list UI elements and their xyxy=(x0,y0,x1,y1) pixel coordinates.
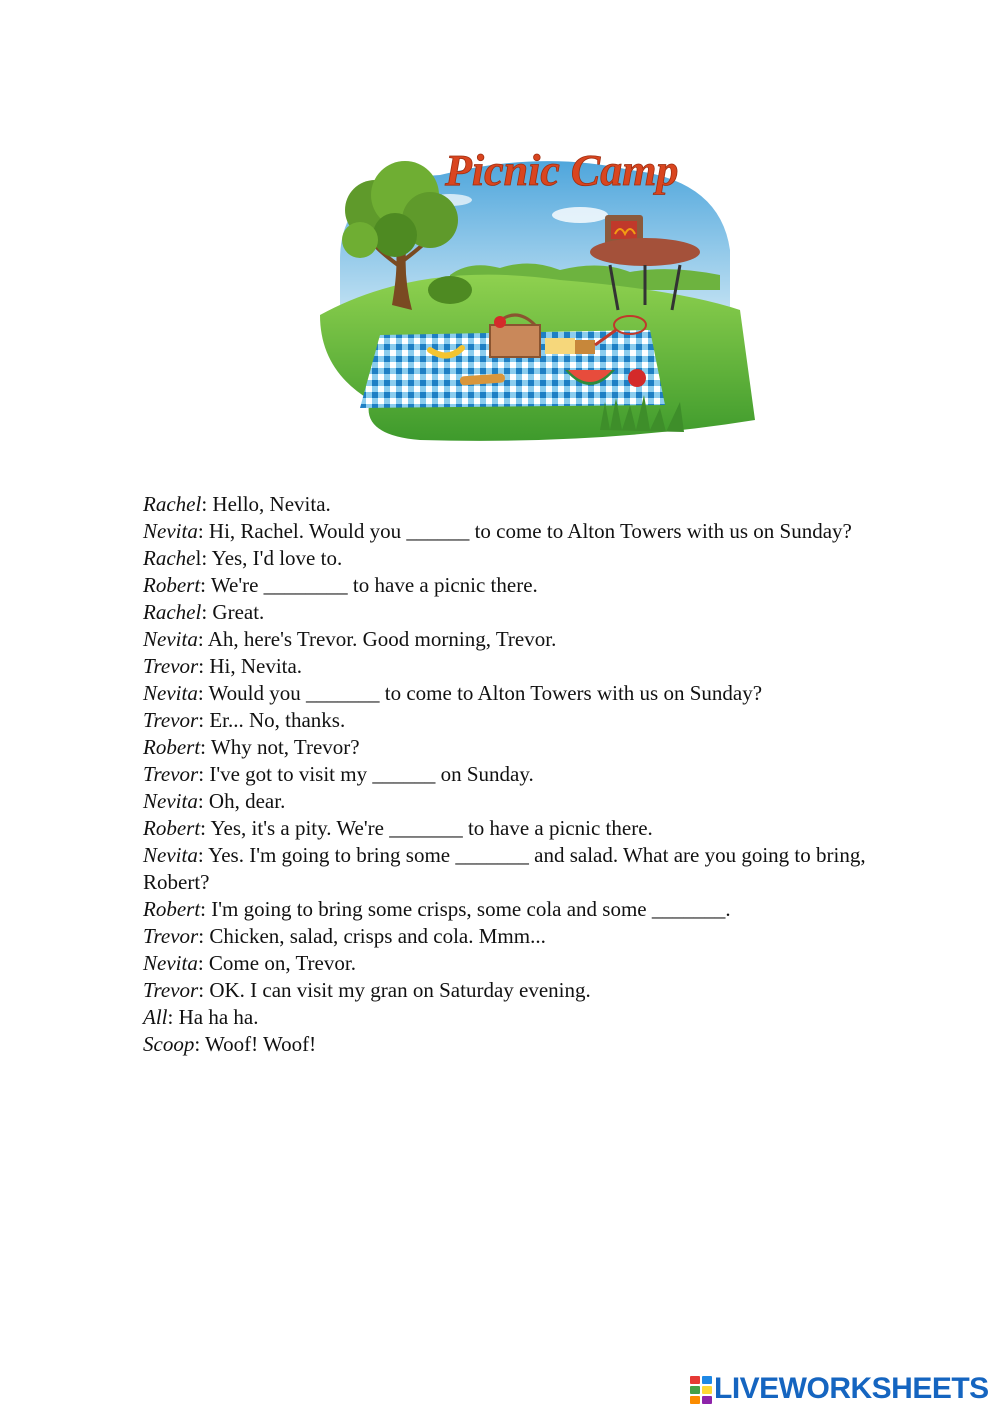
speaker-name: Robert xyxy=(143,897,201,921)
speaker-name: Robert xyxy=(143,735,201,759)
speaker-separator: : xyxy=(167,1005,179,1029)
speaker-separator: : xyxy=(200,816,211,840)
line-text: Why not, Trevor? xyxy=(210,735,360,759)
speaker-separator: : xyxy=(200,897,212,921)
line-text: Would you _______ to come to Alton Towers with us on Sunday? xyxy=(208,681,763,705)
picnic-camp-title: Picnic Camp xyxy=(445,146,679,195)
speaker-separator: : xyxy=(197,789,209,813)
speaker-separator: : xyxy=(197,519,209,543)
line-text: I've got to visit my ______ on Sunday. xyxy=(209,762,534,786)
line-text: Chicken, salad, crisps and cola. Mmm... xyxy=(209,924,546,948)
speaker-name: Trevor xyxy=(143,924,199,948)
dialogue-line xyxy=(143,491,913,518)
line-text: Yes. I'm going to bring some _______ and salad. What are you going to bring, Robert? xyxy=(143,843,866,894)
dialogue-line xyxy=(143,1031,913,1058)
speaker-separator: : xyxy=(194,1032,206,1056)
dialogue-line xyxy=(143,653,913,680)
line-text: Hi, Rachel. Would you ______ to come to Alton Towers with us on Sunday? xyxy=(208,519,852,543)
speaker-separator: : xyxy=(198,924,210,948)
speaker-name: Nevita xyxy=(143,519,198,543)
dialogue-line xyxy=(143,761,913,788)
speaker-separator: : xyxy=(197,951,209,975)
speaker-name: Robert xyxy=(143,816,201,840)
speaker-name: Nevita xyxy=(143,843,198,867)
line-text: I'm going to bring some crisps, some cola and some _______. xyxy=(211,897,731,921)
line-text: Oh, dear. xyxy=(208,789,286,813)
line-text: Great. xyxy=(212,600,265,624)
speaker-name: Scoop xyxy=(143,1032,195,1056)
speaker-name: Trevor xyxy=(143,762,199,786)
speaker-separator: : xyxy=(198,762,210,786)
speaker-separator: l: xyxy=(195,546,212,570)
picnic-scene-image xyxy=(300,140,760,450)
dialogue-line xyxy=(143,896,913,923)
speaker-separator: : xyxy=(198,708,210,732)
dialogue-line xyxy=(143,707,913,734)
speaker-name: Nevita xyxy=(143,681,198,705)
speaker-separator: : xyxy=(201,492,213,516)
speaker-name: Nevita xyxy=(143,627,198,651)
speaker-name: Trevor xyxy=(143,708,199,732)
speaker-name: All xyxy=(143,1005,168,1029)
line-text: Ah, here's Trevor. Good morning, Trevor. xyxy=(207,627,557,651)
line-text: Come on, Trevor. xyxy=(208,951,356,975)
speaker-separator: : xyxy=(198,978,210,1002)
line-text: Yes, it's a pity. We're _______ to have a picnic there. xyxy=(210,816,653,840)
dialogue-line xyxy=(143,923,913,950)
dialogue-line xyxy=(143,599,913,626)
line-text: Er... No, thanks. xyxy=(209,708,346,732)
dialogue-line xyxy=(143,626,913,653)
line-text: OK. I can visit my gran on Saturday evening. xyxy=(209,978,591,1002)
speaker-name: Rachel xyxy=(143,600,202,624)
dialogue-line xyxy=(143,572,913,599)
speaker-separator: : xyxy=(200,573,211,597)
speaker-name: Nevita xyxy=(143,789,198,813)
speaker-separator: : xyxy=(197,681,209,705)
dialogue-line xyxy=(143,545,913,572)
picnic-camp-illustration xyxy=(300,140,760,450)
dialogue-line xyxy=(143,788,913,815)
liveworksheets-brand-text: LIVEWORKSHEETS xyxy=(714,1372,989,1405)
liveworksheets-logo-icon xyxy=(690,1376,712,1402)
speaker-separator: : xyxy=(201,600,213,624)
speaker-name: Nevita xyxy=(143,951,198,975)
dialogue-line xyxy=(143,518,913,545)
speaker-name: Trevor xyxy=(143,654,199,678)
speaker-separator: : xyxy=(200,735,211,759)
dialogue-line xyxy=(143,950,913,977)
line-text: Woof! Woof! xyxy=(205,1032,317,1056)
dialogue-line xyxy=(143,842,913,896)
dialogue-line xyxy=(143,977,913,1004)
line-text: Ha ha ha. xyxy=(178,1005,259,1029)
dialogue-text xyxy=(143,491,913,1058)
speaker-name: Rache xyxy=(143,546,196,570)
line-text: We're ________ to have a picnic there. xyxy=(210,573,538,597)
speaker-separator: : xyxy=(198,654,210,678)
line-text: Hello, Nevita. xyxy=(212,492,331,516)
speaker-separator: : xyxy=(197,843,209,867)
speaker-name: Trevor xyxy=(143,978,199,1002)
dialogue-line xyxy=(143,815,913,842)
dialogue-line xyxy=(143,734,913,761)
speaker-name: Robert xyxy=(143,573,201,597)
dialogue-line xyxy=(143,1004,913,1031)
liveworksheets-logo[interactable] xyxy=(690,1374,989,1404)
dialogue-line xyxy=(143,680,913,707)
speaker-name: Rachel xyxy=(143,492,202,516)
speaker-separator: : xyxy=(197,627,208,651)
line-text: Hi, Nevita. xyxy=(209,654,303,678)
line-text: Yes, I'd love to. xyxy=(211,546,343,570)
